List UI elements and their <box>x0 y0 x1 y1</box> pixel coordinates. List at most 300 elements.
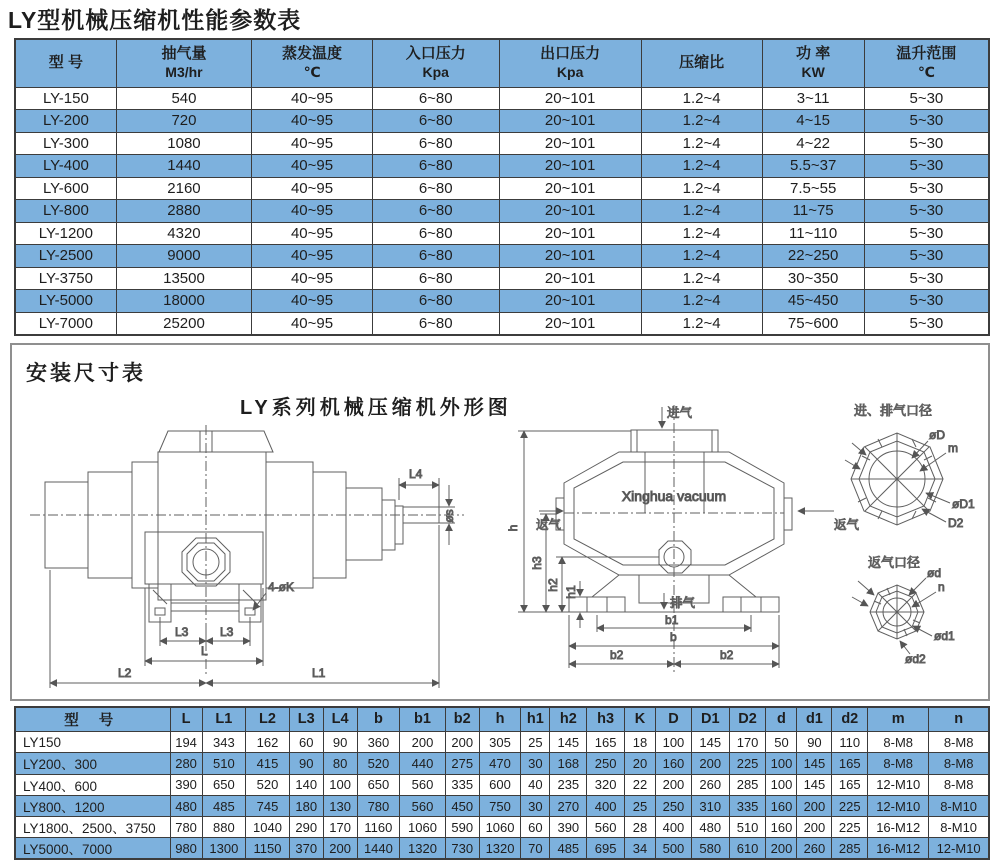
front-view <box>506 405 860 675</box>
port-diagram-bottom-title: 返气口径 <box>868 555 920 570</box>
dimension-table-header <box>15 707 989 732</box>
value-cell: 60 <box>289 732 323 753</box>
table-row <box>15 795 989 816</box>
value-cell: 1.2~4 <box>641 132 762 155</box>
value-cell: 1440 <box>357 838 400 860</box>
port-diagram-return <box>852 555 955 666</box>
value-cell: 40~95 <box>252 110 373 133</box>
value-cell: 520 <box>246 774 290 795</box>
model-cell: LY-150 <box>15 87 116 110</box>
column-header: b <box>357 707 400 732</box>
value-cell: 40~95 <box>252 155 373 178</box>
model-cell: LY-800 <box>15 200 116 223</box>
value-cell: 390 <box>550 817 587 838</box>
model-cell: LY-5000 <box>15 290 116 313</box>
side-view <box>30 425 464 688</box>
value-cell: 390 <box>170 774 202 795</box>
dim-label-shaft-dia: øs <box>442 509 456 522</box>
port-label-d1: ød1 <box>934 629 955 643</box>
dim-label-l1: L1 <box>312 666 326 680</box>
value-cell: 1150 <box>246 838 290 860</box>
value-cell: 285 <box>729 774 766 795</box>
value-cell: 5~30 <box>864 290 989 313</box>
dim-label-h3: h3 <box>530 556 544 570</box>
value-cell: 100 <box>766 753 797 774</box>
value-cell: 20~101 <box>499 312 641 335</box>
value-cell: 1.2~4 <box>641 155 762 178</box>
value-cell: 540 <box>116 87 251 110</box>
value-cell: 1320 <box>479 838 521 860</box>
value-cell: 1160 <box>357 817 400 838</box>
value-cell: 275 <box>445 753 479 774</box>
table-row <box>15 817 989 838</box>
value-cell: 5~30 <box>864 222 989 245</box>
value-cell: 100 <box>323 774 357 795</box>
value-cell: 320 <box>587 774 625 795</box>
installation-section <box>10 343 990 701</box>
model-cell: LY-300 <box>15 132 116 155</box>
column-header: h3 <box>587 707 625 732</box>
value-cell: 80 <box>323 753 357 774</box>
value-cell: 4~22 <box>762 132 864 155</box>
port-diagram-top-title: 进、排气口径 <box>854 403 932 418</box>
column-header: D2 <box>729 707 766 732</box>
value-cell: 16-M12 <box>868 838 929 860</box>
value-cell: 415 <box>246 753 290 774</box>
value-cell: 8-M10 <box>929 795 989 816</box>
column-header: b2 <box>445 707 479 732</box>
column-header: b1 <box>400 707 446 732</box>
value-cell: 6~80 <box>372 312 499 335</box>
value-cell: 225 <box>832 817 868 838</box>
value-cell: 90 <box>797 732 832 753</box>
col-header-power: 功 率 KW <box>762 39 864 87</box>
model-cell: LY1800、2500、3750 <box>15 817 170 838</box>
value-cell: 45~450 <box>762 290 864 313</box>
column-header: L <box>170 707 202 732</box>
value-cell: 6~80 <box>372 110 499 133</box>
value-cell: 1.2~4 <box>641 110 762 133</box>
col-header-evaporation-temp: 蒸发温度 ℃ <box>252 39 373 87</box>
col-header-inlet-pressure: 入口压力 Kpa <box>372 39 499 87</box>
value-cell: 520 <box>357 753 400 774</box>
value-cell: 400 <box>656 817 692 838</box>
model-cell: LY5000、7000 <box>15 838 170 860</box>
value-cell: 8-M10 <box>929 817 989 838</box>
performance-table-body <box>15 87 989 335</box>
model-cell: LY-1200 <box>15 222 116 245</box>
value-cell: 40~95 <box>252 290 373 313</box>
value-cell: 20~101 <box>499 200 641 223</box>
table-row <box>15 200 989 223</box>
value-cell: 485 <box>202 795 246 816</box>
value-cell: 160 <box>766 817 797 838</box>
column-header: K <box>625 707 656 732</box>
table-row <box>15 132 989 155</box>
col-header-model: 型 号 <box>15 39 116 87</box>
value-cell: 745 <box>246 795 290 816</box>
value-cell: 145 <box>691 732 729 753</box>
value-cell: 9000 <box>116 245 251 268</box>
value-cell: 20~101 <box>499 222 641 245</box>
table-row <box>15 245 989 268</box>
value-cell: 500 <box>656 838 692 860</box>
value-cell: 610 <box>729 838 766 860</box>
value-cell: 260 <box>797 838 832 860</box>
port-diagram-inlet-outlet <box>845 403 975 530</box>
value-cell: 470 <box>479 753 521 774</box>
port-label-d1: øD1 <box>952 497 975 511</box>
value-cell: 750 <box>479 795 521 816</box>
col-header-pumping-rate: 抽气量 M3/hr <box>116 39 251 87</box>
table-row <box>15 753 989 774</box>
value-cell: 440 <box>400 753 446 774</box>
value-cell: 130 <box>323 795 357 816</box>
value-cell: 1440 <box>116 155 251 178</box>
value-cell: 2880 <box>116 200 251 223</box>
dim-label-b2: b2 <box>720 648 734 662</box>
value-cell: 110 <box>832 732 868 753</box>
value-cell: 6~80 <box>372 245 499 268</box>
value-cell: 1.2~4 <box>641 222 762 245</box>
value-cell: 270 <box>550 795 587 816</box>
column-header: h2 <box>550 707 587 732</box>
value-cell: 168 <box>550 753 587 774</box>
value-cell: 40 <box>521 774 550 795</box>
value-cell: 5~30 <box>864 267 989 290</box>
value-cell: 170 <box>729 732 766 753</box>
value-cell: 16-M12 <box>868 817 929 838</box>
value-cell: 650 <box>202 774 246 795</box>
value-cell: 5.5~37 <box>762 155 864 178</box>
port-label-m: m <box>948 441 958 455</box>
value-cell: 7.5~55 <box>762 177 864 200</box>
value-cell: 20~101 <box>499 155 641 178</box>
brand-label: Xinghua vacuum <box>622 488 726 504</box>
value-cell: 200 <box>323 838 357 860</box>
value-cell: 8-M8 <box>868 753 929 774</box>
value-cell: 1060 <box>400 817 446 838</box>
value-cell: 6~80 <box>372 87 499 110</box>
value-cell: 8-M8 <box>929 732 989 753</box>
value-cell: 165 <box>832 753 868 774</box>
value-cell: 11~75 <box>762 200 864 223</box>
value-cell: 75~600 <box>762 312 864 335</box>
value-cell: 200 <box>691 753 729 774</box>
dim-label-h: h <box>506 524 520 531</box>
value-cell: 20~101 <box>499 290 641 313</box>
value-cell: 8-M8 <box>929 753 989 774</box>
value-cell: 1.2~4 <box>641 290 762 313</box>
table-row <box>15 222 989 245</box>
table-row <box>15 110 989 133</box>
value-cell: 5~30 <box>864 245 989 268</box>
value-cell: 510 <box>729 817 766 838</box>
dim-label-h2: h2 <box>546 578 560 592</box>
column-header: L1 <box>202 707 246 732</box>
value-cell: 285 <box>832 838 868 860</box>
value-cell: 1.2~4 <box>641 267 762 290</box>
value-cell: 1060 <box>479 817 521 838</box>
value-cell: 280 <box>170 753 202 774</box>
value-cell: 720 <box>116 110 251 133</box>
table-row <box>15 774 989 795</box>
value-cell: 12-M10 <box>929 838 989 860</box>
value-cell: 200 <box>445 732 479 753</box>
value-cell: 30 <box>521 795 550 816</box>
table-row <box>15 312 989 335</box>
value-cell: 590 <box>445 817 479 838</box>
dim-label-l: L <box>201 644 208 658</box>
value-cell: 145 <box>550 732 587 753</box>
value-cell: 22~250 <box>762 245 864 268</box>
value-cell: 20~101 <box>499 245 641 268</box>
value-cell: 40~95 <box>252 177 373 200</box>
value-cell: 1.2~4 <box>641 177 762 200</box>
dim-label-l4: L4 <box>409 467 423 481</box>
value-cell: 485 <box>550 838 587 860</box>
value-cell: 560 <box>400 774 446 795</box>
value-cell: 4~15 <box>762 110 864 133</box>
column-header: D <box>656 707 692 732</box>
value-cell: 162 <box>246 732 290 753</box>
col-header-compression-ratio: 压缩比 <box>641 39 762 87</box>
value-cell: 290 <box>289 817 323 838</box>
col-header-outlet-pressure: 出口压力 Kpa <box>499 39 641 87</box>
column-header: h1 <box>521 707 550 732</box>
value-cell: 18 <box>625 732 656 753</box>
value-cell: 360 <box>357 732 400 753</box>
value-cell: 40~95 <box>252 267 373 290</box>
value-cell: 60 <box>521 817 550 838</box>
value-cell: 180 <box>289 795 323 816</box>
value-cell: 100 <box>766 774 797 795</box>
dim-label-l3: L3 <box>175 625 189 639</box>
value-cell: 5~30 <box>864 312 989 335</box>
model-cell: LY800、1200 <box>15 795 170 816</box>
return-label-left: 返气 <box>536 517 562 532</box>
value-cell: 560 <box>587 817 625 838</box>
drawing-title: LY系列机械压缩机外形图 <box>240 391 512 420</box>
value-cell: 40~95 <box>252 245 373 268</box>
value-cell: 5~30 <box>864 177 989 200</box>
value-cell: 165 <box>832 774 868 795</box>
value-cell: 25200 <box>116 312 251 335</box>
value-cell: 343 <box>202 732 246 753</box>
column-header: d1 <box>797 707 832 732</box>
value-cell: 580 <box>691 838 729 860</box>
value-cell: 1320 <box>400 838 446 860</box>
value-cell: 25 <box>521 732 550 753</box>
dim-label-b1: b1 <box>665 613 679 627</box>
column-header: L3 <box>289 707 323 732</box>
dim-label-l2: L2 <box>118 666 132 680</box>
table-row <box>15 177 989 200</box>
value-cell: 5~30 <box>864 110 989 133</box>
column-header: d2 <box>832 707 868 732</box>
exhaust-label: 排气 <box>670 595 696 610</box>
value-cell: 5~30 <box>864 155 989 178</box>
value-cell: 1300 <box>202 838 246 860</box>
dim-label-l3: L3 <box>220 625 234 639</box>
value-cell: 40~95 <box>252 87 373 110</box>
table-row <box>15 155 989 178</box>
dim-label-4ok: 4-øK <box>268 580 294 594</box>
value-cell: 730 <box>445 838 479 860</box>
value-cell: 200 <box>766 838 797 860</box>
value-cell: 8-M8 <box>929 774 989 795</box>
value-cell: 200 <box>656 774 692 795</box>
dim-label-b: b <box>670 630 677 644</box>
value-cell: 335 <box>445 774 479 795</box>
value-cell: 6~80 <box>372 200 499 223</box>
dimension-table <box>14 706 990 860</box>
table-row <box>15 732 989 753</box>
table-row <box>15 838 989 860</box>
value-cell: 20~101 <box>499 132 641 155</box>
value-cell: 11~110 <box>762 222 864 245</box>
model-cell: LY-200 <box>15 110 116 133</box>
value-cell: 22 <box>625 774 656 795</box>
port-label-n: n <box>938 580 945 594</box>
value-cell: 780 <box>170 817 202 838</box>
value-cell: 160 <box>656 753 692 774</box>
value-cell: 370 <box>289 838 323 860</box>
value-cell: 40~95 <box>252 312 373 335</box>
value-cell: 30~350 <box>762 267 864 290</box>
value-cell: 145 <box>797 753 832 774</box>
value-cell: 305 <box>479 732 521 753</box>
performance-table <box>14 38 990 336</box>
model-cell: LY150 <box>15 732 170 753</box>
dimension-table-body <box>15 732 989 860</box>
value-cell: 28 <box>625 817 656 838</box>
model-cell: LY-2500 <box>15 245 116 268</box>
dimension-header-row <box>15 707 989 732</box>
value-cell: 20~101 <box>499 267 641 290</box>
port-label-d2: D2 <box>948 516 964 530</box>
model-cell: LY-600 <box>15 177 116 200</box>
column-header: L2 <box>246 707 290 732</box>
value-cell: 450 <box>445 795 479 816</box>
value-cell: 170 <box>323 817 357 838</box>
page-title: LY型机械压缩机性能参数表 <box>8 2 1000 35</box>
table-row <box>15 290 989 313</box>
model-cell: LY-400 <box>15 155 116 178</box>
model-cell: LY-3750 <box>15 267 116 290</box>
value-cell: 260 <box>691 774 729 795</box>
value-cell: 5~30 <box>864 87 989 110</box>
value-cell: 6~80 <box>372 267 499 290</box>
value-cell: 4320 <box>116 222 251 245</box>
port-label-d: ød <box>927 566 941 580</box>
return-label-right: 返气 <box>834 517 860 532</box>
value-cell: 6~80 <box>372 177 499 200</box>
value-cell: 880 <box>202 817 246 838</box>
value-cell: 250 <box>656 795 692 816</box>
value-cell: 400 <box>587 795 625 816</box>
dim-label-h1: h1 <box>564 585 578 599</box>
value-cell: 2160 <box>116 177 251 200</box>
column-header: m <box>868 707 929 732</box>
value-cell: 3~11 <box>762 87 864 110</box>
value-cell: 90 <box>323 732 357 753</box>
model-cell: LY200、300 <box>15 753 170 774</box>
table-row <box>15 267 989 290</box>
column-header: L4 <box>323 707 357 732</box>
value-cell: 34 <box>625 838 656 860</box>
value-cell: 70 <box>521 838 550 860</box>
port-label-d: øD <box>929 428 945 442</box>
value-cell: 6~80 <box>372 222 499 245</box>
value-cell: 8-M8 <box>868 732 929 753</box>
value-cell: 1.2~4 <box>641 312 762 335</box>
installation-section-title: 安装尺寸表 <box>26 357 146 387</box>
spec-sheet-page <box>0 2 1000 860</box>
value-cell: 235 <box>550 774 587 795</box>
value-cell: 194 <box>170 732 202 753</box>
value-cell: 1080 <box>116 132 251 155</box>
value-cell: 5~30 <box>864 132 989 155</box>
value-cell: 200 <box>400 732 446 753</box>
table-row <box>15 87 989 110</box>
value-cell: 20~101 <box>499 177 641 200</box>
value-cell: 250 <box>587 753 625 774</box>
performance-table-header <box>15 39 989 87</box>
col-header-temp-rise: 温升范围 ℃ <box>864 39 989 87</box>
value-cell: 335 <box>729 795 766 816</box>
column-header: n <box>929 707 989 732</box>
value-cell: 12-M10 <box>868 795 929 816</box>
value-cell: 6~80 <box>372 290 499 313</box>
value-cell: 200 <box>797 817 832 838</box>
value-cell: 18000 <box>116 290 251 313</box>
value-cell: 40~95 <box>252 222 373 245</box>
column-header: h <box>479 707 521 732</box>
value-cell: 20~101 <box>499 110 641 133</box>
value-cell: 13500 <box>116 267 251 290</box>
value-cell: 310 <box>691 795 729 816</box>
value-cell: 1.2~4 <box>641 87 762 110</box>
column-header: D1 <box>691 707 729 732</box>
value-cell: 100 <box>656 732 692 753</box>
value-cell: 695 <box>587 838 625 860</box>
value-cell: 1040 <box>246 817 290 838</box>
value-cell: 12-M10 <box>868 774 929 795</box>
value-cell: 40~95 <box>252 132 373 155</box>
port-label-d2: ød2 <box>905 652 926 666</box>
value-cell: 20~101 <box>499 87 641 110</box>
value-cell: 6~80 <box>372 155 499 178</box>
model-cell: LY-7000 <box>15 312 116 335</box>
value-cell: 20 <box>625 753 656 774</box>
column-header: d <box>766 707 797 732</box>
value-cell: 6~80 <box>372 132 499 155</box>
value-cell: 650 <box>357 774 400 795</box>
performance-header-row <box>15 39 989 87</box>
value-cell: 165 <box>587 732 625 753</box>
dim-label-b2: b2 <box>610 648 624 662</box>
value-cell: 225 <box>832 795 868 816</box>
value-cell: 160 <box>766 795 797 816</box>
value-cell: 200 <box>797 795 832 816</box>
value-cell: 5~30 <box>864 200 989 223</box>
model-cell: LY400、600 <box>15 774 170 795</box>
value-cell: 140 <box>289 774 323 795</box>
value-cell: 30 <box>521 753 550 774</box>
value-cell: 560 <box>400 795 446 816</box>
value-cell: 25 <box>625 795 656 816</box>
